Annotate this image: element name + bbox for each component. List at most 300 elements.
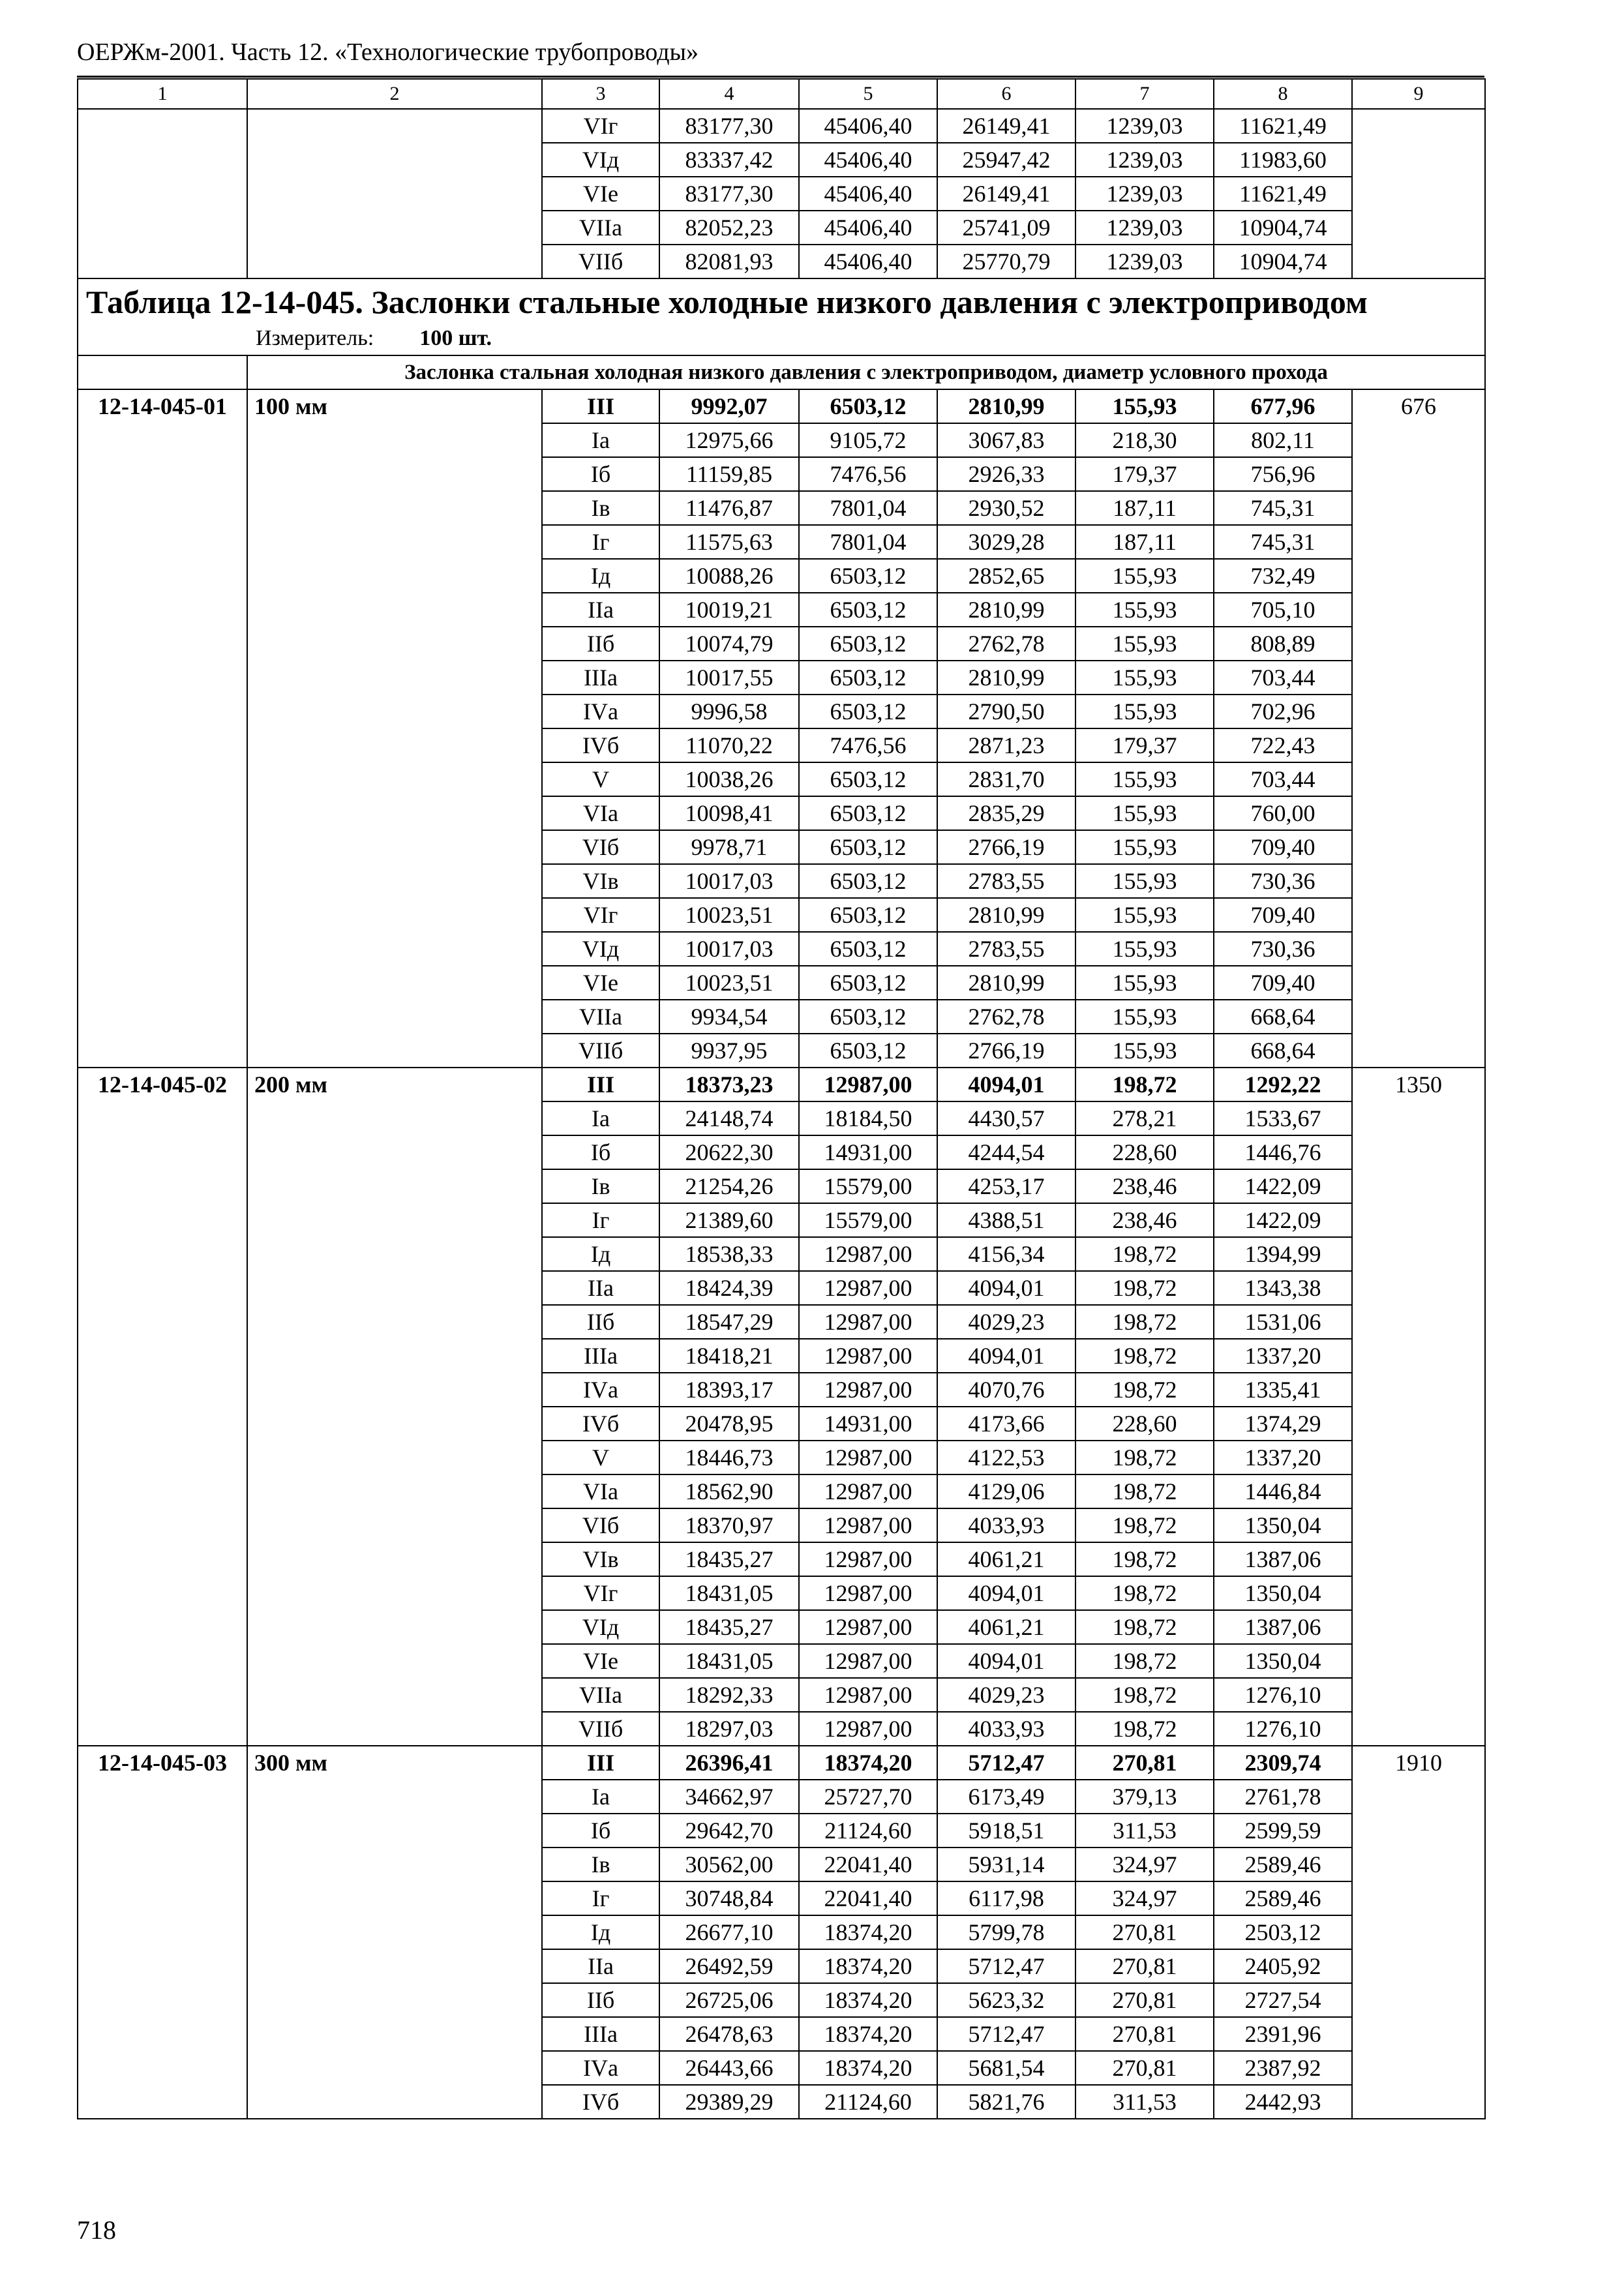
value-cell: 155,93: [1075, 1034, 1214, 1068]
unit-line: [86, 321, 1477, 355]
code-cell: [78, 109, 247, 278]
value-cell: VIIб: [542, 1034, 659, 1068]
value-cell: 6503,12: [799, 661, 937, 695]
value-cell: 808,89: [1214, 627, 1352, 661]
value-cell: 155,93: [1075, 932, 1214, 966]
value-cell: 1276,10: [1214, 1678, 1352, 1712]
value-cell: 278,21: [1075, 1101, 1214, 1135]
value-cell: III: [542, 1068, 659, 1101]
value-cell: 82052,23: [659, 211, 799, 245]
value-cell: 83177,30: [659, 177, 799, 211]
value-cell: Iб: [542, 1814, 659, 1848]
value-cell: 745,31: [1214, 525, 1352, 559]
value-cell: 12987,00: [799, 1373, 937, 1407]
value-cell: IIа: [542, 1271, 659, 1305]
value-cell: 11070,22: [659, 728, 799, 762]
page-header: ОЕРЖм-2001. Часть 12. «Технологические трубопроводы»: [77, 38, 699, 66]
value-cell: 1239,03: [1075, 245, 1214, 278]
table-row: [78, 1746, 1485, 1780]
value-cell: 6503,12: [799, 966, 937, 1000]
value-cell: 198,72: [1075, 1508, 1214, 1542]
value-cell: 198,72: [1075, 1474, 1214, 1508]
value-cell: 22041,40: [799, 1881, 937, 1915]
value-cell: 26443,66: [659, 2051, 799, 2085]
value-cell: 11983,60: [1214, 143, 1352, 177]
value-cell: 311,53: [1075, 2085, 1214, 2119]
value-cell: 24148,74: [659, 1101, 799, 1135]
value-cell: 218,30: [1075, 423, 1214, 457]
value-cell: 21254,26: [659, 1169, 799, 1203]
value-cell: 1422,09: [1214, 1203, 1352, 1237]
value-cell: 45406,40: [799, 109, 937, 143]
value-cell: 722,43: [1214, 728, 1352, 762]
value-cell: 2930,52: [937, 491, 1075, 525]
value-cell: 270,81: [1075, 2051, 1214, 2085]
value-cell: 5712,47: [937, 2017, 1075, 2051]
value-cell: 2871,23: [937, 728, 1075, 762]
value-cell: Iб: [542, 457, 659, 491]
value-cell: 228,60: [1075, 1407, 1214, 1441]
value-cell: 6503,12: [799, 830, 937, 864]
value-cell: 11621,49: [1214, 177, 1352, 211]
value-cell: 2589,46: [1214, 1848, 1352, 1881]
value-cell: 4156,34: [937, 1237, 1075, 1271]
mass-cell: 676: [1352, 389, 1485, 1068]
value-cell: 155,93: [1075, 559, 1214, 593]
value-cell: Iд: [542, 1237, 659, 1271]
value-cell: 45406,40: [799, 143, 937, 177]
value-cell: 1337,20: [1214, 1339, 1352, 1373]
value-cell: IVа: [542, 695, 659, 728]
value-cell: 18431,05: [659, 1576, 799, 1610]
value-cell: 6503,12: [799, 627, 937, 661]
value-cell: 12987,00: [799, 1305, 937, 1339]
value-cell: 26478,63: [659, 2017, 799, 2051]
value-cell: 26677,10: [659, 1915, 799, 1949]
value-cell: IVб: [542, 1407, 659, 1441]
value-cell: 83337,42: [659, 143, 799, 177]
value-cell: 155,93: [1075, 593, 1214, 627]
value-cell: 7476,56: [799, 457, 937, 491]
mass-cell: 1910: [1352, 1746, 1485, 2119]
value-cell: 198,72: [1075, 1542, 1214, 1576]
column-number-cell: 6: [937, 79, 1075, 109]
value-cell: 18374,20: [799, 1915, 937, 1949]
value-cell: 25770,79: [937, 245, 1075, 278]
value-cell: 12987,00: [799, 1678, 937, 1712]
value-cell: 6117,98: [937, 1881, 1075, 1915]
value-cell: 18374,20: [799, 1983, 937, 2017]
value-cell: 2761,78: [1214, 1780, 1352, 1814]
section-blank-cell: [78, 355, 247, 389]
value-cell: 12987,00: [799, 1644, 937, 1678]
value-cell: IVб: [542, 2085, 659, 2119]
value-cell: 21124,60: [799, 2085, 937, 2119]
value-cell: IIб: [542, 627, 659, 661]
value-cell: 2852,65: [937, 559, 1075, 593]
value-cell: 2727,54: [1214, 1983, 1352, 2017]
value-cell: 22041,40: [799, 1848, 937, 1881]
value-cell: IVб: [542, 728, 659, 762]
value-cell: 10088,26: [659, 559, 799, 593]
value-cell: 82081,93: [659, 245, 799, 278]
value-cell: 20478,95: [659, 1407, 799, 1441]
value-cell: 155,93: [1075, 627, 1214, 661]
value-cell: 2783,55: [937, 864, 1075, 898]
value-cell: 12975,66: [659, 423, 799, 457]
value-cell: 6503,12: [799, 898, 937, 932]
table-title-row: [78, 278, 1485, 355]
value-cell: 4094,01: [937, 1644, 1075, 1678]
value-cell: 14931,00: [799, 1135, 937, 1169]
value-cell: 6503,12: [799, 389, 937, 423]
value-cell: 18435,27: [659, 1610, 799, 1644]
value-cell: VIе: [542, 966, 659, 1000]
value-cell: 1239,03: [1075, 143, 1214, 177]
value-cell: 29389,29: [659, 2085, 799, 2119]
value-cell: 18538,33: [659, 1237, 799, 1271]
value-cell: 6503,12: [799, 1000, 937, 1034]
value-cell: Iб: [542, 1135, 659, 1169]
name-cell: 100 мм: [247, 389, 542, 1068]
value-cell: VIд: [542, 932, 659, 966]
value-cell: 703,44: [1214, 762, 1352, 796]
value-cell: 198,72: [1075, 1678, 1214, 1712]
value-cell: 155,93: [1075, 796, 1214, 830]
value-cell: 12987,00: [799, 1712, 937, 1746]
value-cell: 2391,96: [1214, 2017, 1352, 2051]
value-cell: 198,72: [1075, 1441, 1214, 1474]
value-cell: VIIб: [542, 1712, 659, 1746]
value-cell: 11621,49: [1214, 109, 1352, 143]
table-row: [78, 1068, 1485, 1101]
value-cell: Iд: [542, 1915, 659, 1949]
value-cell: 9937,95: [659, 1034, 799, 1068]
value-cell: 45406,40: [799, 177, 937, 211]
value-cell: 12987,00: [799, 1339, 937, 1373]
value-cell: Iа: [542, 1101, 659, 1135]
value-cell: 677,96: [1214, 389, 1352, 423]
value-cell: 12987,00: [799, 1508, 937, 1542]
value-cell: 18297,03: [659, 1712, 799, 1746]
value-cell: 703,44: [1214, 661, 1352, 695]
value-cell: 198,72: [1075, 1610, 1214, 1644]
value-cell: 2762,78: [937, 627, 1075, 661]
value-cell: Iв: [542, 1169, 659, 1203]
unit-value: 100 шт.: [419, 326, 492, 350]
value-cell: Iг: [542, 525, 659, 559]
code-cell: 12-14-045-03: [78, 1746, 247, 2119]
value-cell: 6503,12: [799, 864, 937, 898]
value-cell: 270,81: [1075, 1983, 1214, 2017]
value-cell: 18374,20: [799, 1746, 937, 1780]
value-cell: 2783,55: [937, 932, 1075, 966]
value-cell: 10019,21: [659, 593, 799, 627]
value-cell: 228,60: [1075, 1135, 1214, 1169]
value-cell: 6503,12: [799, 932, 937, 966]
value-cell: IIIа: [542, 2017, 659, 2051]
value-cell: 238,46: [1075, 1203, 1214, 1237]
value-cell: 1292,22: [1214, 1068, 1352, 1101]
value-cell: IVа: [542, 1373, 659, 1407]
section-title-row: [78, 355, 1485, 389]
value-cell: 18435,27: [659, 1542, 799, 1576]
value-cell: 4094,01: [937, 1339, 1075, 1373]
value-cell: 9978,71: [659, 830, 799, 864]
value-cell: 7801,04: [799, 525, 937, 559]
value-cell: 155,93: [1075, 661, 1214, 695]
value-cell: 12987,00: [799, 1441, 937, 1474]
value-cell: 6503,12: [799, 1034, 937, 1068]
column-number-row: [78, 79, 1485, 109]
value-cell: 4094,01: [937, 1271, 1075, 1305]
value-cell: 179,37: [1075, 457, 1214, 491]
value-cell: 4129,06: [937, 1474, 1075, 1508]
value-cell: VIг: [542, 109, 659, 143]
value-cell: 11575,63: [659, 525, 799, 559]
value-cell: 2810,99: [937, 966, 1075, 1000]
value-cell: VIIа: [542, 211, 659, 245]
value-cell: 10017,55: [659, 661, 799, 695]
name-cell: 300 мм: [247, 1746, 542, 2119]
value-cell: 10074,79: [659, 627, 799, 661]
value-cell: 4070,76: [937, 1373, 1075, 1407]
value-cell: 2926,33: [937, 457, 1075, 491]
value-cell: IIIа: [542, 1339, 659, 1373]
value-cell: 1531,06: [1214, 1305, 1352, 1339]
value-cell: 18446,73: [659, 1441, 799, 1474]
value-cell: 18431,05: [659, 1644, 799, 1678]
value-cell: 5821,76: [937, 2085, 1075, 2119]
value-cell: 20622,30: [659, 1135, 799, 1169]
value-cell: Iв: [542, 491, 659, 525]
value-cell: 1239,03: [1075, 177, 1214, 211]
value-cell: 155,93: [1075, 389, 1214, 423]
value-cell: VIе: [542, 1644, 659, 1678]
value-cell: 12987,00: [799, 1068, 937, 1101]
mass-cell: 1350: [1352, 1068, 1485, 1746]
value-cell: 5681,54: [937, 2051, 1075, 2085]
column-number-cell: 8: [1214, 79, 1352, 109]
value-cell: 379,13: [1075, 1780, 1214, 1814]
value-cell: 2442,93: [1214, 2085, 1352, 2119]
value-cell: 26492,59: [659, 1949, 799, 1983]
value-cell: IIб: [542, 1305, 659, 1339]
value-cell: 198,72: [1075, 1644, 1214, 1678]
value-cell: 25947,42: [937, 143, 1075, 177]
value-cell: IIа: [542, 593, 659, 627]
value-cell: 198,72: [1075, 1576, 1214, 1610]
value-cell: 18373,23: [659, 1068, 799, 1101]
value-cell: 198,72: [1075, 1068, 1214, 1101]
value-cell: 1422,09: [1214, 1169, 1352, 1203]
value-cell: 10904,74: [1214, 245, 1352, 278]
value-cell: 311,53: [1075, 1814, 1214, 1848]
value-cell: 1239,03: [1075, 211, 1214, 245]
value-cell: 2810,99: [937, 593, 1075, 627]
value-cell: 198,72: [1075, 1712, 1214, 1746]
value-cell: 26149,41: [937, 177, 1075, 211]
table-row: [78, 389, 1485, 423]
value-cell: VIг: [542, 898, 659, 932]
value-cell: IIIа: [542, 661, 659, 695]
value-cell: VIIа: [542, 1000, 659, 1034]
column-number-cell: 3: [542, 79, 659, 109]
value-cell: 14931,00: [799, 1407, 937, 1441]
value-cell: 802,11: [1214, 423, 1352, 457]
value-cell: 1276,10: [1214, 1712, 1352, 1746]
value-cell: IIа: [542, 1949, 659, 1983]
value-cell: 12987,00: [799, 1610, 937, 1644]
value-cell: 12987,00: [799, 1542, 937, 1576]
value-cell: IIб: [542, 1983, 659, 2017]
value-cell: 6503,12: [799, 796, 937, 830]
section-title: Заслонка стальная холодная низкого давления с электроприводом, диаметр условного прохода: [247, 355, 1485, 389]
value-cell: 26396,41: [659, 1746, 799, 1780]
value-cell: 2810,99: [937, 661, 1075, 695]
value-cell: 668,64: [1214, 1034, 1352, 1068]
name-cell: [247, 109, 542, 278]
value-cell: 4173,66: [937, 1407, 1075, 1441]
value-cell: Iд: [542, 559, 659, 593]
value-cell: 4029,23: [937, 1678, 1075, 1712]
value-cell: 4122,53: [937, 1441, 1075, 1474]
page-number: 718: [77, 2215, 116, 2245]
value-cell: VIа: [542, 796, 659, 830]
value-cell: 2831,70: [937, 762, 1075, 796]
value-cell: 1446,84: [1214, 1474, 1352, 1508]
value-cell: 18374,20: [799, 1949, 937, 1983]
value-cell: Iв: [542, 1848, 659, 1881]
value-cell: 238,46: [1075, 1169, 1214, 1203]
value-cell: 7801,04: [799, 491, 937, 525]
value-cell: 15579,00: [799, 1169, 937, 1203]
value-cell: VIе: [542, 177, 659, 211]
value-cell: 45406,40: [799, 211, 937, 245]
value-cell: 1394,99: [1214, 1237, 1352, 1271]
value-cell: 4094,01: [937, 1576, 1075, 1610]
value-cell: 1350,04: [1214, 1576, 1352, 1610]
value-cell: 1387,06: [1214, 1542, 1352, 1576]
value-cell: 709,40: [1214, 830, 1352, 864]
value-cell: VIд: [542, 143, 659, 177]
value-cell: 270,81: [1075, 1746, 1214, 1780]
value-cell: 18547,29: [659, 1305, 799, 1339]
table-title-cell: [78, 278, 1485, 355]
value-cell: 21124,60: [799, 1814, 937, 1848]
value-cell: 1350,04: [1214, 1508, 1352, 1542]
value-cell: 1350,04: [1214, 1644, 1352, 1678]
mass-cell: [1352, 109, 1485, 278]
value-cell: 83177,30: [659, 109, 799, 143]
value-cell: 12987,00: [799, 1474, 937, 1508]
value-cell: 6503,12: [799, 762, 937, 796]
value-cell: 179,37: [1075, 728, 1214, 762]
value-cell: 4430,57: [937, 1101, 1075, 1135]
value-cell: 198,72: [1075, 1237, 1214, 1271]
value-cell: 5712,47: [937, 1949, 1075, 1983]
value-cell: 4033,93: [937, 1712, 1075, 1746]
value-cell: Iг: [542, 1203, 659, 1237]
value-cell: 30748,84: [659, 1881, 799, 1915]
value-cell: 10023,51: [659, 966, 799, 1000]
value-cell: 2387,92: [1214, 2051, 1352, 2085]
value-cell: 702,96: [1214, 695, 1352, 728]
price-table: [77, 78, 1486, 2119]
value-cell: 745,31: [1214, 491, 1352, 525]
value-cell: 1335,41: [1214, 1373, 1352, 1407]
value-cell: 2766,19: [937, 830, 1075, 864]
value-cell: 760,00: [1214, 796, 1352, 830]
value-cell: 1374,29: [1214, 1407, 1352, 1441]
value-cell: 730,36: [1214, 864, 1352, 898]
value-cell: 10017,03: [659, 932, 799, 966]
value-cell: 2599,59: [1214, 1814, 1352, 1848]
value-cell: Iа: [542, 1780, 659, 1814]
value-cell: 2766,19: [937, 1034, 1075, 1068]
value-cell: 9996,58: [659, 695, 799, 728]
value-cell: 1387,06: [1214, 1610, 1352, 1644]
value-cell: 12987,00: [799, 1237, 937, 1271]
value-cell: 9105,72: [799, 423, 937, 457]
value-cell: 21389,60: [659, 1203, 799, 1237]
value-cell: V: [542, 762, 659, 796]
value-cell: 2810,99: [937, 898, 1075, 932]
value-cell: 18562,90: [659, 1474, 799, 1508]
value-cell: IVа: [542, 2051, 659, 2085]
header-rule: [77, 76, 1484, 78]
value-cell: 2835,29: [937, 796, 1075, 830]
value-cell: 30562,00: [659, 1848, 799, 1881]
value-cell: 709,40: [1214, 898, 1352, 932]
value-cell: 4029,23: [937, 1305, 1075, 1339]
value-cell: 2405,92: [1214, 1949, 1352, 1983]
value-cell: 4061,21: [937, 1542, 1075, 1576]
value-cell: 155,93: [1075, 762, 1214, 796]
value-cell: 15579,00: [799, 1203, 937, 1237]
value-cell: 730,36: [1214, 932, 1352, 966]
value-cell: 4033,93: [937, 1508, 1075, 1542]
code-cell: 12-14-045-02: [78, 1068, 247, 1746]
value-cell: 11159,85: [659, 457, 799, 491]
value-cell: 12987,00: [799, 1271, 937, 1305]
value-cell: 732,49: [1214, 559, 1352, 593]
value-cell: 668,64: [1214, 1000, 1352, 1034]
code-cell: 12-14-045-01: [78, 389, 247, 1068]
value-cell: 4094,01: [937, 1068, 1075, 1101]
value-cell: VIа: [542, 1474, 659, 1508]
value-cell: 1533,67: [1214, 1101, 1352, 1135]
value-cell: 5931,14: [937, 1848, 1075, 1881]
value-cell: 756,96: [1214, 457, 1352, 491]
value-cell: Iа: [542, 423, 659, 457]
value-cell: 6173,49: [937, 1780, 1075, 1814]
column-number-cell: 1: [78, 79, 247, 109]
value-cell: V: [542, 1441, 659, 1474]
name-cell: 200 мм: [247, 1068, 542, 1746]
value-cell: 3029,28: [937, 525, 1075, 559]
value-cell: 6503,12: [799, 695, 937, 728]
value-cell: 270,81: [1075, 1915, 1214, 1949]
value-cell: 155,93: [1075, 695, 1214, 728]
value-cell: 3067,83: [937, 423, 1075, 457]
value-cell: 324,97: [1075, 1848, 1214, 1881]
value-cell: 18370,97: [659, 1508, 799, 1542]
value-cell: III: [542, 389, 659, 423]
value-cell: 198,72: [1075, 1339, 1214, 1373]
value-cell: 155,93: [1075, 898, 1214, 932]
value-cell: 270,81: [1075, 1949, 1214, 1983]
